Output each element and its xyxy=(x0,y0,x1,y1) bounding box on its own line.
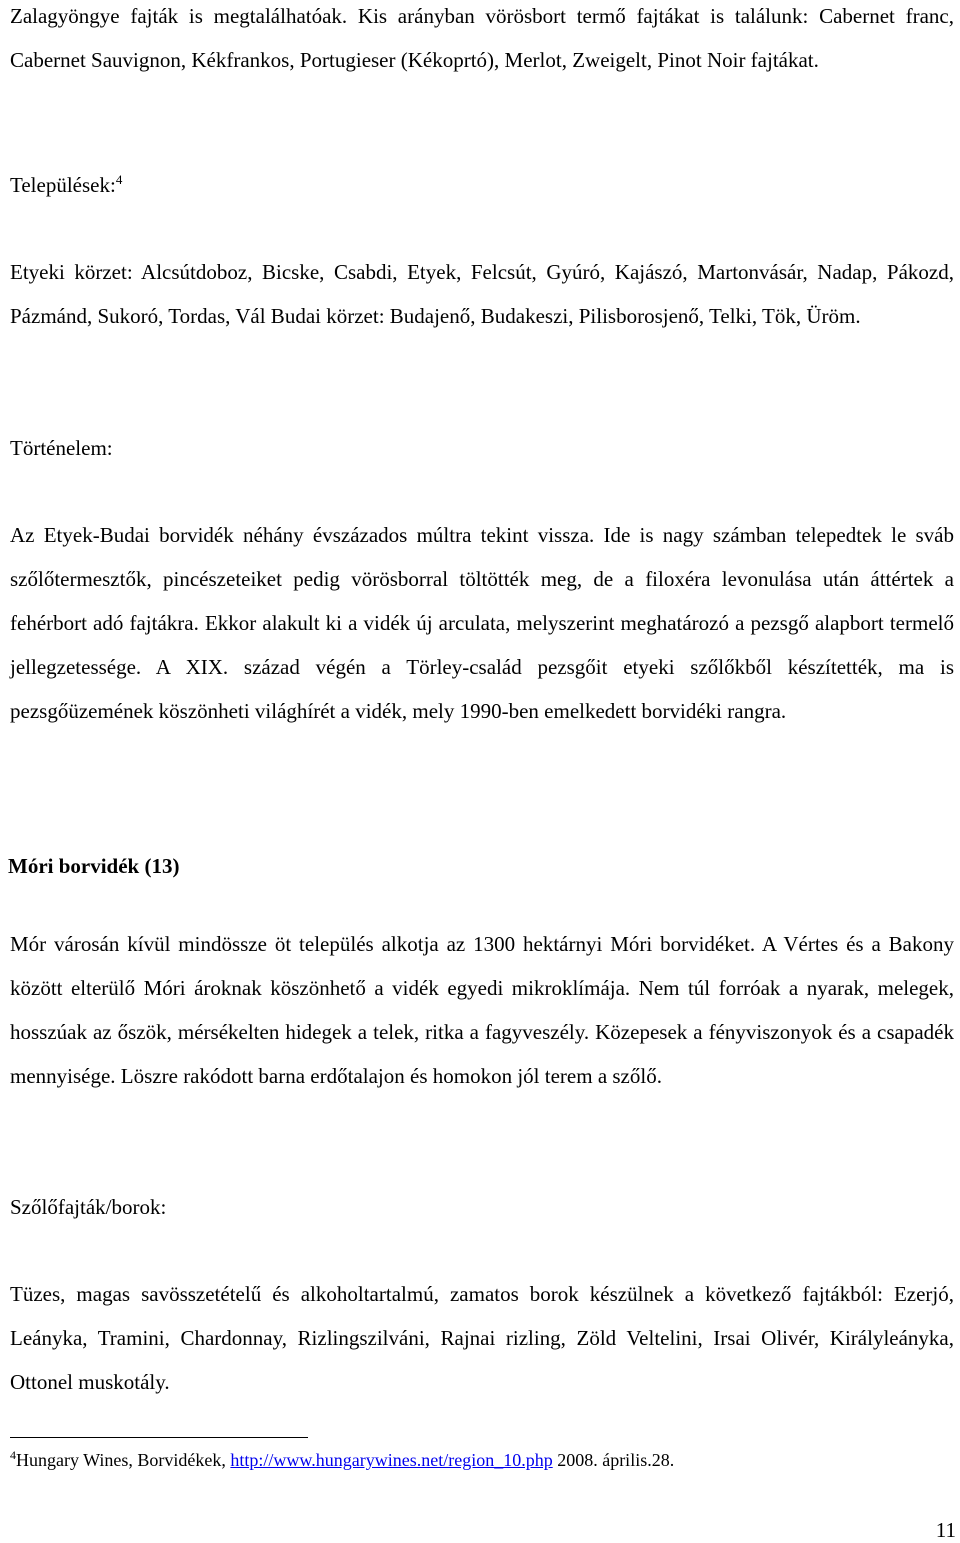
history-heading: Történelem: xyxy=(10,436,113,460)
mor-section-title: Móri borvidék (13) xyxy=(8,854,180,878)
settlements-heading-label: Települések: xyxy=(10,173,116,197)
footnote-prefix: Hungary Wines, Borvidékek, xyxy=(16,1450,231,1470)
settlements-heading xyxy=(10,163,122,207)
footnote-link[interactable]: http://www.hungarywines.net/region_10.php xyxy=(230,1450,553,1470)
varieties-heading: Szőlőfajták/borok: xyxy=(10,1195,167,1219)
settlements-paragraph: Etyeki körzet: Alcsútdoboz, Bicske, Csabdi, Etyek, Felcsút, Gyúró, Kajászó, Martonvásár, Nadap, Pákozd, Pázmánd, Sukoró, Tordas, Vál Budai körzet: Budajenő, Budakeszi, Pilisborosjenő, Telki, Tök, Üröm. xyxy=(10,260,954,328)
footnote-number: 4 xyxy=(10,1448,16,1462)
mor-paragraph: Mór városán kívül mindössze öt település alkotja az 1300 hektárnyi Móri borvidéket. A Vértes és a Bakony között elterülő Móri ároknak köszönhető a vidék egyedi mikroklímája. Nem túl forróak a nyarak, melegek, hosszúak az őszök, mérsékelten hidegek a telek, ritka a fagyveszély. Közepesek a fényviszonyok és a csapadék mennyisége. Löszre rakódott barna erdőtalajon és homokon jól terem a szőlő. xyxy=(10,932,954,1088)
footnote xyxy=(10,1446,674,1474)
history-paragraph: Az Etyek-Budai borvidék néhány évszázados múltra tekint vissza. Ide is nagy számban telepedtek le sváb szőlőtermesztők, pincészeteiket pedig vörösborral töltötték meg, de a filoxéra levonulása után áttértek a fehérbort adó fajtákra. Ekkor alakult ki a vidék új arculata, melyszerint meghatározó a pezsgő alapbort termelő jellegzetessége. A XIX. század végén a Törley-család pezsgőit etyeki szőlőkből készítették, ma is pezsgőüzemének köszönheti világhírét a vidék, mely 1990-ben emelkedett borvidéki rangra. xyxy=(10,523,954,723)
settlements-footnote-ref[interactable]: 4 xyxy=(115,172,123,187)
footnote-separator xyxy=(10,1437,308,1438)
intro-paragraph: Zalagyöngye fajták is megtalálhatóak. Kis arányban vörösbort termő fajtákat is találunk: Cabernet franc, Cabernet Sauvignon, Kékfrankos, Portugieser (Kékoprtó), Merlot, Zweigelt, Pinot Noir fajtákat. xyxy=(10,4,954,72)
page-number: 11 xyxy=(935,1518,956,1542)
footnote-suffix: 2008. április.28. xyxy=(552,1450,675,1470)
varieties-paragraph: Tüzes, magas savösszetételű és alkoholtartalmú, zamatos borok készülnek a következő fajtákból: Ezerjó, Leányka, Tramini, Chardonnay, Rizlingszilváni, Rajnai rizling, Zöld Veltelini, Irsai Olivér, Királyleányka, Ottonel muskotály. xyxy=(10,1282,954,1394)
